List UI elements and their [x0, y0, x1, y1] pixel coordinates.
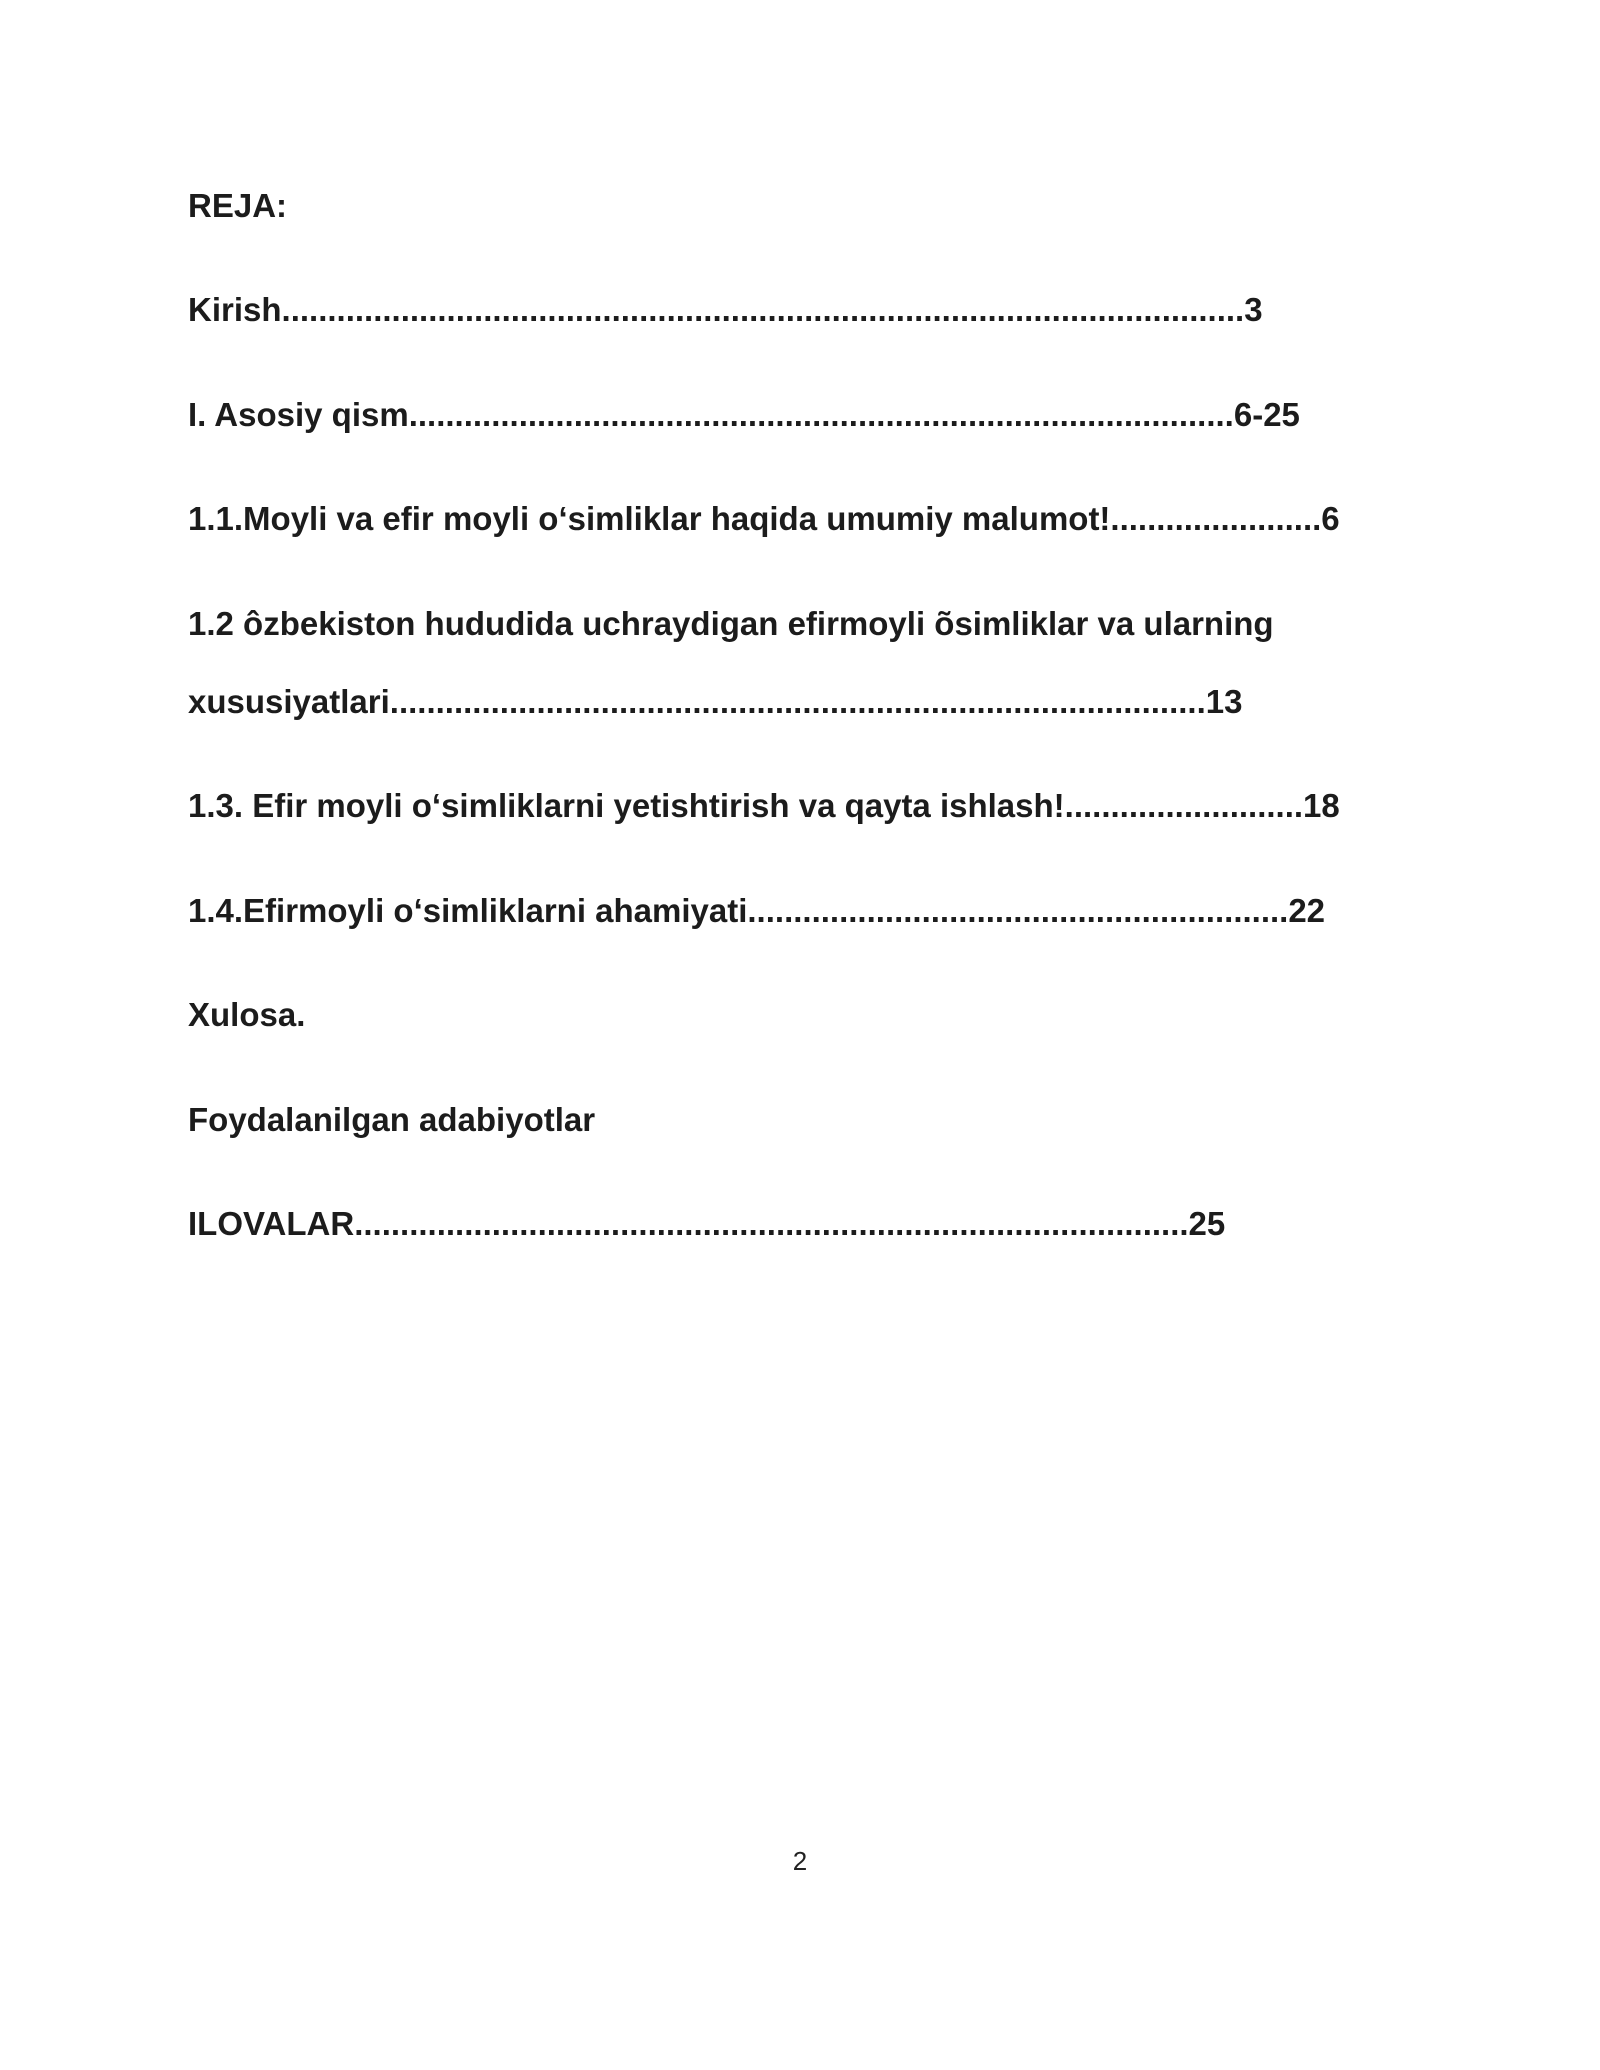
toc-entry-kirish: Kirish.........................................................................................................3 — [188, 291, 1263, 328]
toc-entry-1-1: 1.1.Moyli va efir moyli oʻsimliklar haqida umumiy malumot!.......................6 — [188, 500, 1340, 537]
toc-entry-1-2-line-1: 1.2 ôzbekiston hududida uchraydigan efirmoyli õsimliklar va ularning — [188, 605, 1274, 642]
toc-entry-1-4: 1.4.Efirmoyli oʻsimliklarni ahamiyati...........................................................22 — [188, 892, 1326, 929]
toc-heading: REJA: — [188, 187, 288, 224]
toc-entry-ilovalar: ILOVALAR...........................................................................................25 — [188, 1205, 1226, 1242]
toc-entry-asosiy-qism: I. Asosiy qism..........................................................................................6-25 — [188, 396, 1300, 433]
page-number: 2 — [792, 1846, 808, 1876]
toc-entry-1-3: 1.3. Efir moyli oʻsimliklarni yetishtirish va qayta ishlash!..........................18 — [188, 787, 1340, 824]
toc-entry-adabiyotlar: Foydalanilgan adabiyotlar — [188, 1101, 596, 1138]
toc-entry-xulosa: Xulosa. — [188, 996, 306, 1033]
toc-entry-1-2-line-2: xususiyatlari.........................................................................................13 — [188, 683, 1243, 720]
